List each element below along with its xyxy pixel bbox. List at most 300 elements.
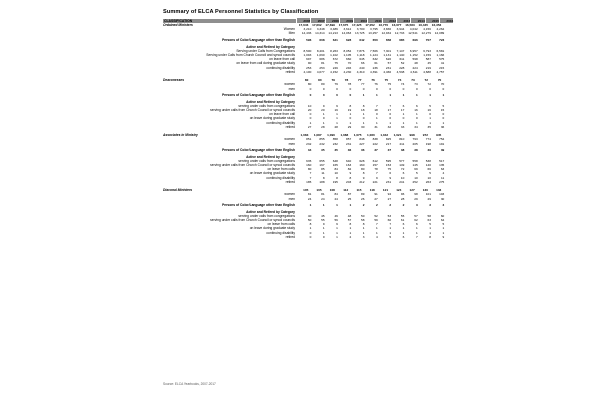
value-cell: 81 — [321, 61, 325, 66]
value-cell: 8 — [429, 234, 431, 239]
value-cell: 38 — [400, 148, 405, 153]
value-cell: 7,566 — [370, 48, 378, 53]
value-cell: 3,836 — [383, 27, 392, 32]
value-cell: 76 — [374, 82, 378, 87]
value-cell: 75 — [387, 167, 392, 172]
value-cell: 1 — [442, 226, 445, 231]
value-cell: 205 — [412, 141, 418, 146]
value-cell: 74 — [400, 82, 405, 87]
year-header: 2015 — [425, 18, 439, 23]
value-cell: 1 — [349, 226, 352, 231]
section-total-cell: 1,087 — [313, 133, 322, 138]
value-cell: 87 — [347, 192, 352, 197]
section-name: Associates in Ministry — [163, 133, 198, 138]
value-cell: 0 — [429, 86, 431, 91]
value-cell: 1 — [362, 120, 365, 125]
value-cell: 4,077 — [316, 69, 325, 74]
value-cell: 28 — [321, 124, 325, 129]
section-total-cell: 1,042 — [380, 133, 389, 138]
value-cell: 6 — [415, 222, 418, 227]
value-cell: 5 — [429, 171, 431, 176]
value-cell: 7 — [376, 103, 378, 108]
value-cell: 149 — [399, 163, 405, 168]
value-cell: 793 — [412, 137, 418, 142]
value-cell: 34 — [307, 148, 312, 153]
value-cell: 0 — [402, 116, 405, 121]
value-cell: 3,944 — [396, 27, 405, 32]
table-row — [163, 196, 445, 201]
value-cell: 24 — [334, 196, 338, 201]
value-cell: 195 — [332, 179, 338, 184]
value-cell: 1 — [349, 203, 352, 208]
value-cell: 57 — [387, 61, 392, 66]
value-cell: 1 — [429, 230, 431, 235]
section-total-cell: 16,353 — [431, 23, 442, 28]
value-cell: 612 — [372, 158, 378, 163]
value-cell: 598 — [412, 57, 418, 62]
value-cell: 30 — [361, 124, 365, 129]
value-cell: 4,230 — [343, 69, 352, 74]
value-cell: 1,102 — [330, 53, 338, 57]
value-cell: 64 — [440, 218, 445, 223]
value-cell: 30 — [440, 196, 445, 201]
row-label: men — [288, 86, 295, 91]
value-cell: 6 — [402, 171, 405, 176]
value-cell: 231 — [385, 179, 392, 184]
section-total-cell: 80 — [318, 78, 322, 83]
value-cell: 7 — [389, 222, 392, 227]
section-total-cell: 17,699 — [325, 23, 335, 28]
section-total-cell: 76 — [371, 78, 375, 83]
value-cell: 28 — [334, 124, 338, 129]
value-cell: 1 — [349, 230, 352, 235]
row-label: women — [284, 82, 295, 87]
value-cell: 0 — [309, 112, 312, 117]
value-cell: 72 — [427, 82, 431, 87]
value-cell: 140 — [425, 163, 431, 168]
value-cell: 1 — [376, 120, 378, 125]
value-cell: 1 — [402, 226, 405, 231]
value-cell: 774 — [425, 137, 431, 142]
value-cell: 2 — [389, 203, 392, 208]
value-cell: 10 — [334, 171, 338, 176]
value-cell: 18 — [361, 108, 365, 113]
value-cell: 0 — [442, 116, 445, 121]
value-cell: 1 — [362, 226, 365, 231]
row-label: on leave from call — [269, 57, 295, 62]
value-cell: 1 — [415, 93, 418, 98]
value-cell: 33 — [400, 124, 405, 129]
value-cell: 41 — [440, 61, 445, 66]
value-cell: 75 — [334, 61, 338, 66]
value-cell: 838 — [372, 137, 378, 142]
value-cell: 723 — [439, 38, 445, 43]
value-cell: 0 — [309, 93, 312, 98]
table-row — [163, 31, 445, 36]
value-cell: 96 — [400, 192, 405, 197]
value-cell: 89 — [361, 192, 365, 197]
value-cell: 228 — [399, 65, 405, 70]
value-cell: 19 — [334, 108, 338, 113]
value-cell: 8 — [362, 222, 365, 227]
section-total-cell: 17,646 — [298, 23, 309, 28]
value-cell: 538 — [425, 158, 431, 163]
value-cell: 39 — [440, 148, 445, 153]
value-cell: 36 — [440, 124, 445, 129]
value-cell: 1 — [322, 112, 325, 117]
value-cell: 0 — [415, 116, 418, 121]
value-cell: 4,100 — [303, 69, 312, 74]
value-cell: 9 — [322, 222, 325, 227]
value-cell: 55 — [321, 218, 325, 223]
section-total-cell: 1,083 — [300, 133, 309, 138]
value-cell: 7 — [389, 103, 392, 108]
value-cell: 165 — [332, 163, 338, 168]
value-cell: 3,348 — [316, 27, 325, 32]
value-cell: 10 — [307, 103, 312, 108]
value-cell: 12,541 — [408, 31, 418, 36]
value-cell: 686 — [319, 57, 325, 62]
value-cell: 642 — [359, 38, 365, 43]
value-cell: 17 — [400, 108, 405, 113]
value-cell: 80 — [321, 82, 325, 87]
row-label: Persons of Color/Language other than English — [222, 38, 295, 43]
value-cell: 1 — [429, 226, 431, 231]
value-cell: 8 — [362, 171, 365, 176]
value-cell: 0 — [349, 93, 352, 98]
section-total-cell: 998 — [409, 133, 415, 138]
section-total-cell: 74 — [397, 78, 402, 83]
value-cell: 61 — [374, 61, 378, 66]
section-total-cell: 115 — [356, 188, 362, 193]
value-cell: 17 — [387, 108, 392, 113]
section-total-cell: 1,075 — [353, 133, 362, 138]
value-cell: 252 — [412, 179, 418, 184]
value-cell: 7 — [415, 234, 418, 239]
value-cell: 163 — [346, 163, 352, 168]
value-cell: 2 — [362, 203, 365, 208]
row-label: Men — [288, 31, 295, 36]
section-total-cell: 16,677 — [391, 23, 402, 28]
row-label: retired — [285, 69, 295, 74]
value-cell: 63 — [440, 167, 445, 172]
report-content — [163, 9, 454, 243]
value-cell: 35 — [427, 124, 431, 129]
section-total-cell: 133 — [436, 188, 442, 193]
value-cell: 55 — [400, 213, 405, 218]
section-total-cell: 75 — [384, 78, 389, 83]
value-cell: 3 — [442, 203, 445, 208]
statistics-table — [163, 18, 454, 243]
table-row — [163, 234, 445, 239]
value-cell: 34 — [414, 124, 418, 129]
section-total-cell: 124 — [396, 188, 402, 193]
page-title: Summary of ELCA Personnel Statistics by Classification — [163, 9, 319, 15]
value-cell: 8 — [322, 175, 325, 180]
value-cell: 620 — [385, 57, 392, 62]
value-cell: 20 — [307, 108, 312, 113]
row-label: serving under calls from Church Council or synod councils — [210, 108, 295, 113]
value-cell: 7,876 — [356, 48, 365, 53]
value-cell: 7,147 — [396, 48, 405, 53]
value-cell: 4,042 — [409, 27, 418, 32]
value-cell: 203 — [346, 179, 352, 184]
value-cell: 595 — [385, 158, 392, 163]
row-label: women — [284, 137, 295, 142]
row-label: retired — [285, 179, 295, 184]
value-cell: 52 — [374, 213, 378, 218]
value-cell: 11 — [321, 171, 325, 176]
value-cell: 10 — [427, 175, 431, 180]
value-cell: 2 — [402, 203, 405, 208]
row-label: men — [288, 196, 295, 201]
value-cell: 2 — [349, 234, 352, 239]
value-cell: 3,612 — [343, 27, 352, 32]
value-cell: 0 — [389, 86, 392, 91]
value-cell: 4 — [376, 234, 378, 239]
row-label: serving under calls from Church Council or synod councils — [210, 218, 295, 223]
value-cell: 249 — [332, 65, 338, 70]
value-cell: 1 — [362, 93, 365, 98]
value-cell: 60 — [440, 213, 445, 218]
value-cell: 4 — [442, 171, 445, 176]
row-label: serving under calls from Church Council or synod councils — [210, 163, 295, 168]
value-cell: 1 — [362, 112, 365, 117]
value-cell: 1 — [309, 120, 312, 125]
row-label: Women — [283, 27, 295, 32]
value-cell: 635 — [306, 158, 312, 163]
value-cell: 6 — [402, 234, 405, 239]
row-label: Active and Retired by Category — [246, 44, 295, 49]
value-cell: 77 — [361, 82, 365, 87]
table-row — [163, 179, 445, 184]
value-cell: 19 — [347, 108, 352, 113]
value-cell: 13,725 — [355, 31, 365, 36]
value-cell: 6 — [389, 171, 392, 176]
value-cell: 185 — [306, 179, 312, 184]
value-cell: 160 — [306, 163, 312, 168]
value-cell: 851 — [306, 137, 312, 142]
section-total-cell: 79 — [331, 78, 335, 83]
section-name: Ordained Ministers — [163, 23, 193, 28]
table-row — [163, 124, 445, 129]
section-total-cell: 17,052 — [365, 23, 375, 28]
value-cell: 0 — [376, 86, 378, 91]
value-cell: 587 — [425, 57, 431, 62]
value-cell: 36 — [347, 148, 352, 153]
value-cell: 1 — [322, 230, 325, 235]
value-cell: 1 — [389, 120, 392, 125]
value-cell: 0 — [389, 112, 392, 117]
table-row — [163, 203, 445, 208]
value-cell: 7 — [376, 171, 378, 176]
value-cell: 645 — [359, 57, 365, 62]
value-cell: 94 — [387, 192, 392, 197]
value-cell: 1 — [336, 120, 338, 125]
value-cell: 4,152 — [330, 69, 338, 74]
section-total-cell: 1,088 — [340, 133, 349, 138]
value-cell: 1 — [415, 120, 418, 125]
value-cell: 253 — [306, 65, 312, 70]
value-cell: 8,401 — [316, 48, 325, 53]
value-cell: 577 — [399, 158, 405, 163]
value-cell: 232 — [306, 141, 312, 146]
value-cell: 24 — [307, 196, 312, 201]
value-cell: 8,500 — [303, 48, 312, 53]
value-cell: 1 — [336, 116, 338, 121]
value-cell: 1 — [429, 120, 431, 125]
section-total-cell: 17,675 — [338, 23, 349, 28]
section-total-cell: 112 — [343, 188, 349, 193]
row-label: Active and Retired by Category — [246, 99, 295, 104]
value-cell: 9 — [442, 234, 445, 239]
value-cell: 246 — [346, 65, 352, 70]
value-cell: 145 — [412, 163, 418, 168]
value-cell: 91 — [374, 192, 378, 197]
value-cell: 53 — [387, 213, 392, 218]
section-name: Deaconesses — [163, 78, 185, 83]
value-cell: 103 — [439, 192, 445, 197]
value-cell: 8 — [349, 222, 352, 227]
value-cell: 697 — [306, 57, 312, 62]
section-total-cell: 121 — [382, 188, 389, 193]
year-header: 2006 — [296, 18, 310, 23]
value-cell: 1 — [442, 93, 445, 98]
value-cell: 1 — [402, 230, 405, 235]
value-cell: 16 — [427, 108, 431, 113]
value-cell: 29 — [414, 196, 418, 201]
value-cell: 167 — [319, 163, 325, 168]
year-header: 2008 — [325, 18, 339, 23]
section-total-cell: 130 — [422, 188, 428, 193]
value-cell: 211 — [399, 141, 405, 146]
value-cell: 58 — [427, 213, 431, 218]
value-cell: 80 — [307, 167, 312, 172]
value-cell: 855 — [319, 137, 325, 142]
value-cell: 1 — [415, 226, 418, 231]
value-cell: 12,089 — [434, 31, 445, 36]
value-cell: 6 — [415, 103, 418, 108]
value-cell: 84 — [334, 192, 338, 197]
value-cell: 575 — [439, 57, 445, 62]
value-cell: 4,757 — [436, 69, 445, 74]
value-cell: 46 — [334, 213, 338, 218]
value-cell: 1 — [362, 230, 365, 235]
row-label: Active and Retired by Category — [246, 154, 295, 159]
value-cell: 660 — [346, 57, 352, 62]
value-cell: 80 — [361, 167, 365, 172]
row-label: serving under calls from congregations — [238, 213, 295, 218]
value-cell: 12,279 — [421, 31, 431, 36]
value-cell: 52 — [400, 61, 405, 66]
value-cell: 188 — [319, 179, 325, 184]
value-cell: 219 — [425, 65, 431, 70]
value-cell: 1 — [322, 120, 325, 125]
value-cell: 135 — [439, 163, 445, 168]
value-cell: 56 — [334, 218, 338, 223]
value-cell: 1,140 — [396, 53, 405, 57]
value-cell: 9 — [362, 175, 365, 180]
value-cell: 61 — [400, 218, 405, 223]
value-cell: 222 — [372, 141, 378, 146]
value-cell: 8 — [349, 103, 352, 108]
value-cell: 1 — [442, 120, 445, 125]
value-cell: 153 — [385, 163, 392, 168]
value-cell: 6 — [402, 103, 405, 108]
value-cell: 78 — [347, 82, 352, 87]
value-cell: 70 — [440, 82, 445, 87]
value-cell: 0 — [349, 86, 352, 91]
row-label: Serving under Calls from Church Council and synod councils — [206, 53, 295, 57]
value-cell: 14,063 — [341, 31, 352, 36]
value-cell: 241 — [399, 179, 405, 184]
value-cell: 27 — [307, 124, 312, 129]
value-cell: 101 — [425, 192, 431, 197]
value-cell: 9 — [376, 175, 378, 180]
value-cell: 611 — [399, 57, 405, 62]
value-cell: 8 — [309, 222, 312, 227]
value-cell: 35 — [334, 148, 338, 153]
value-cell: 11 — [441, 175, 445, 180]
value-cell: 1 — [415, 230, 418, 235]
value-cell: 78 — [374, 167, 378, 172]
section-total-cell: 105 — [303, 188, 309, 193]
value-cell: 0 — [349, 116, 352, 121]
value-cell: 10 — [400, 175, 405, 180]
row-label: serving under calls from congregations — [238, 103, 295, 108]
row-label: on leave from calls — [267, 222, 295, 227]
value-cell: 7 — [309, 171, 312, 176]
section-total-cell: 17,425 — [352, 23, 362, 28]
value-cell: 1,118 — [356, 53, 365, 57]
value-cell: 40 — [307, 213, 312, 218]
value-cell: 672 — [332, 57, 338, 62]
value-cell: 0 — [362, 116, 365, 121]
value-cell: 1,159 — [423, 53, 431, 57]
value-cell: 628 — [359, 158, 365, 163]
value-cell: 628 — [346, 38, 352, 43]
value-cell: 658 — [385, 38, 392, 43]
value-cell: 72 — [400, 167, 405, 172]
value-cell: 236 — [372, 65, 378, 70]
row-label: retired — [285, 234, 295, 239]
row-label: on leave during graduate study — [249, 116, 295, 121]
value-cell: 1,093 — [303, 53, 312, 57]
value-cell: 31 — [374, 124, 378, 129]
value-cell: 69 — [414, 167, 418, 172]
value-cell: 4,611 — [410, 69, 418, 74]
value-cell: 98 — [414, 192, 418, 197]
value-cell: 0 — [309, 116, 312, 121]
value-cell: 62 — [414, 218, 418, 223]
table-row — [163, 93, 445, 98]
section-total-cell: 972 — [422, 133, 428, 138]
value-cell: 1 — [402, 120, 405, 125]
section-name: Diaconal Ministers — [163, 188, 193, 193]
value-cell: 32 — [387, 124, 392, 129]
value-cell: 0 — [442, 112, 445, 117]
value-cell: 1 — [309, 226, 312, 231]
value-cell: 82 — [347, 167, 352, 172]
section-total-cell: 80 — [304, 78, 309, 83]
value-cell: 825 — [385, 137, 392, 142]
value-cell: 0 — [376, 112, 378, 117]
section-total-cell: 16,770 — [378, 23, 389, 28]
value-cell: 39 — [427, 148, 431, 153]
value-cell: 38 — [414, 148, 418, 153]
value-cell: 3,795 — [370, 27, 378, 32]
row-label: Persons of Color/Language other than English — [222, 148, 295, 153]
